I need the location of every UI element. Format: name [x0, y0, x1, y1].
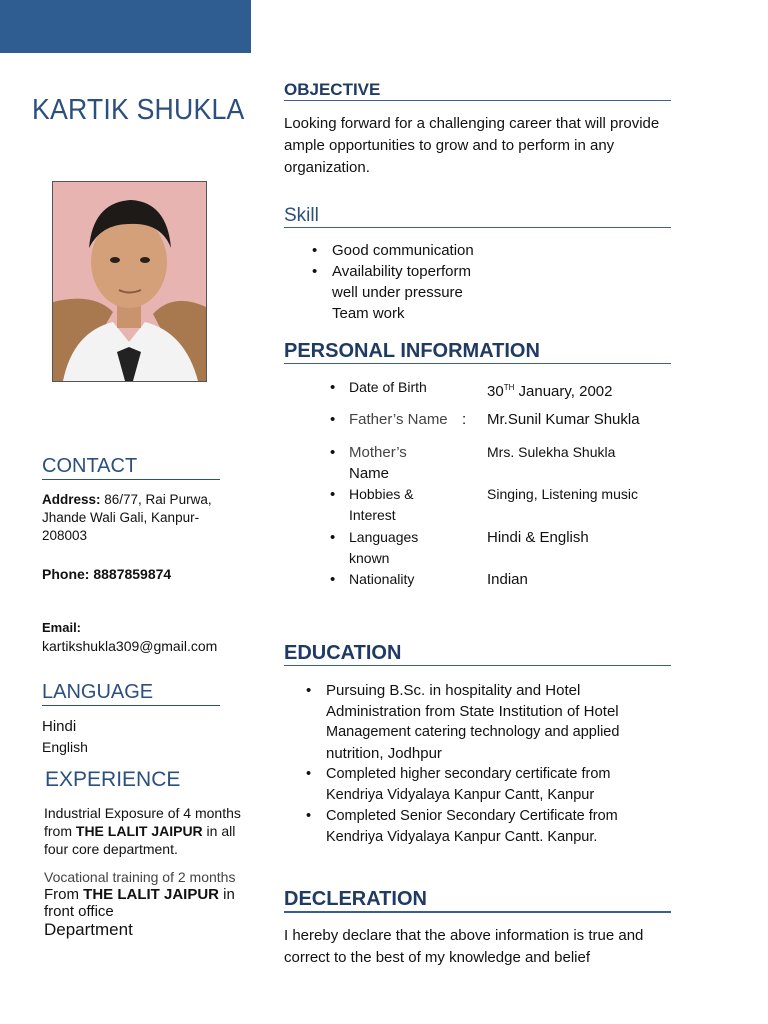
pi-value: Mr.Sunil Kumar Shukla	[487, 411, 640, 428]
pi-label-line-1: Languages	[349, 529, 419, 545]
objective-line-3: organization.	[284, 159, 370, 176]
declaration-text	[284, 925, 643, 969]
education-item	[304, 806, 664, 848]
email-address: kartikshukla309@gmail.com	[42, 638, 218, 654]
education-line: nutrition, Jodhpur	[326, 745, 442, 762]
phone-label: Phone:	[42, 566, 90, 582]
contact-email	[42, 619, 217, 655]
pi-label-line-1: Hobbies &	[349, 486, 414, 502]
skill-continuation	[332, 282, 463, 324]
education-line: • Completed higher secondary certificate from	[326, 766, 611, 782]
experience-1-after: in all	[202, 823, 236, 839]
bullet: •	[330, 444, 336, 461]
education-item	[304, 764, 664, 806]
dob-day: 30	[487, 383, 504, 400]
bullet: •	[330, 571, 336, 588]
objective-heading: OBJECTIVE	[284, 80, 671, 101]
education-heading: EDUCATION	[284, 642, 671, 666]
education-line: • Completed Senior Secondary Certificate from	[326, 808, 618, 824]
pi-value-dob	[487, 377, 612, 402]
skill-list	[310, 240, 474, 282]
education-line: Kendriya Vidyalaya Kanpur Cantt, Kanpur	[326, 787, 595, 803]
objective-line-2: ample opportunities to grow and to perform in any	[284, 137, 615, 154]
language-item: English	[42, 739, 88, 755]
declaration-heading: DECLERATION	[284, 888, 671, 913]
experience-1-from: from	[44, 823, 76, 839]
pi-label-line-2: known	[349, 550, 390, 566]
objective-text	[284, 113, 659, 179]
contact-heading: CONTACT	[42, 455, 220, 480]
contact-address	[42, 491, 212, 545]
dob-rest: January, 2002	[514, 383, 613, 400]
profile-photo	[52, 181, 207, 382]
skill-heading: Skill	[284, 205, 671, 228]
header-color-bar	[0, 0, 251, 53]
pi-label: Date of Birth	[349, 379, 427, 395]
phone-number: 8887859874	[89, 566, 172, 582]
education-line: Management catering technology and applied	[326, 724, 620, 740]
experience-heading: EXPERIENCE	[45, 768, 181, 791]
pi-label: Nationality	[349, 571, 415, 587]
skill-item: • Availability toperform	[310, 261, 474, 282]
contact-phone	[42, 565, 171, 583]
pi-colon: :	[462, 411, 467, 428]
declaration-line-1: I hereby declare that the above information is true and	[284, 927, 644, 944]
objective-line-1: Looking forward for a challenging career that will provide	[284, 115, 660, 132]
experience-entry-2	[44, 869, 235, 940]
education-line: Administration from State Institution of Hotel	[326, 703, 619, 720]
education-line: • Pursuing B.Sc. in hospitality and Hotel	[326, 682, 581, 699]
language-list	[42, 716, 88, 758]
address-line-3: 208003	[42, 528, 88, 543]
education-line: Kendriya Vidyalaya Kanpur Cantt. Kanpur.	[326, 829, 598, 845]
bullet: •	[330, 411, 336, 428]
pi-label	[349, 484, 479, 526]
pi-label-line-2: Interest	[349, 507, 396, 523]
language-heading: LANGUAGE	[42, 681, 220, 706]
education-item	[304, 680, 664, 764]
experience-1-line-1: Industrial Exposure of 4 months	[44, 805, 241, 821]
skill-item-continuation: well under pressure	[332, 284, 463, 301]
experience-2-line-1: Vocational training of 2 months	[44, 869, 236, 885]
skill-item: • Good communication	[310, 240, 474, 261]
pi-label	[349, 442, 479, 484]
address-line-1: 86/77, Rai Purwa,	[100, 492, 212, 507]
email-label: Email:	[42, 620, 82, 635]
experience-2-line-3: front office	[44, 903, 114, 920]
pi-label: Father’s Name	[349, 411, 448, 428]
pi-value: Singing, Listening music	[487, 486, 638, 502]
candidate-name: KARTIK SHUKLA	[32, 94, 245, 126]
skill-item: Team work	[332, 305, 405, 322]
pi-label-line-2: Name	[349, 465, 390, 482]
experience-1-line-3: four core department.	[44, 841, 178, 857]
language-item: Hindi	[42, 718, 77, 735]
personal-info-heading: PERSONAL INFORMATION	[284, 340, 671, 364]
bullet: •	[330, 486, 336, 503]
declaration-line-2: correct to the best of my knowledge and belief	[284, 949, 591, 966]
bullet: •	[330, 529, 336, 546]
pi-label	[349, 527, 479, 569]
experience-2-after: in	[219, 886, 235, 903]
education-list	[304, 680, 664, 848]
experience-2-from: From	[44, 886, 84, 903]
address-line-2: Jhande Wali Gali, Kanpur-	[42, 510, 200, 525]
address-label: Address:	[42, 492, 101, 507]
experience-2-line-4: Department	[44, 920, 133, 939]
pi-label-line-1: Mother’s	[349, 444, 407, 461]
experience-entry-1	[44, 804, 241, 858]
pi-value: Mrs. Sulekha Shukla	[487, 444, 616, 460]
bullet: •	[330, 379, 336, 396]
pi-value: Indian	[487, 571, 528, 588]
experience-2-company: THE LALIT JAIPUR	[83, 886, 220, 903]
experience-1-company: THE LALIT JAIPUR	[75, 823, 203, 839]
dob-suffix: TH	[503, 383, 515, 392]
pi-value: Hindi & English	[487, 529, 589, 546]
